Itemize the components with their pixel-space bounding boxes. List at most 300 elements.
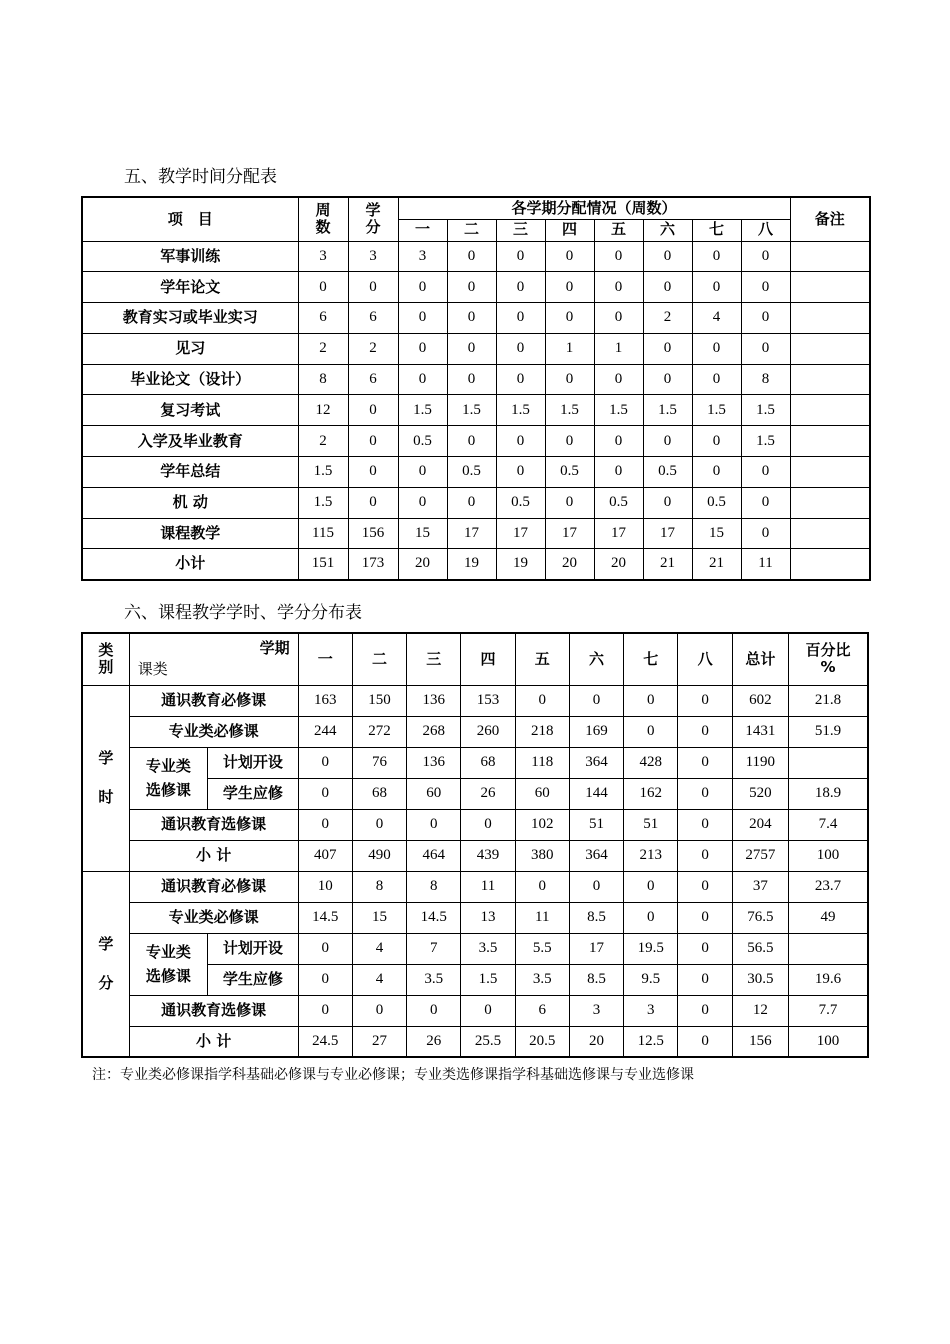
cell-value: 1.5 [447,395,496,426]
cell-value: 204 [732,809,788,840]
cell-value: 163 [298,685,352,716]
cell-value: 51.9 [788,716,868,747]
row-label: 学年总结 [82,457,298,488]
cell-value: 0 [298,964,352,995]
cell-value: 602 [732,685,788,716]
cell-value: 218 [515,716,569,747]
cell-value: 0 [398,457,447,488]
cell-value: 0.5 [643,457,692,488]
table-row [82,364,870,395]
cell-value: 0 [407,995,461,1026]
cell-value [788,933,868,964]
remark-header: 备注 [790,197,870,241]
cell-value: 1 [545,333,594,364]
cell-value: 17 [643,518,692,549]
cell-value: 7.7 [788,995,868,1026]
table-row [82,303,870,334]
cell-value: 0 [447,303,496,334]
cell-value: 0 [398,364,447,395]
cell-value: 0 [398,303,447,334]
cell-value: 15 [398,518,447,549]
cell-value: 1 [594,333,643,364]
cell-value: 26 [461,778,515,809]
semester-header: 四 [545,219,594,241]
cell-value: 100 [788,840,868,871]
table-row [82,241,870,272]
cell-value: 11 [515,902,569,933]
remark-cell [790,303,870,334]
cell-value: 0 [643,364,692,395]
cell-value: 153 [461,685,515,716]
cell-value: 0 [348,426,398,457]
cell-value: 156 [732,1026,788,1057]
cell-value: 17 [545,518,594,549]
remark-cell [790,364,870,395]
cell-value: 0 [678,964,732,995]
cell-value: 0 [298,272,348,303]
semester-header: 六 [569,633,623,685]
cell-value [788,747,868,778]
semester-header: 三 [407,633,461,685]
group-label: 学 时 [82,685,129,871]
cell-value: 0.5 [692,487,741,518]
cell-value: 17 [447,518,496,549]
cell-value: 0 [398,487,447,518]
cell-value: 0 [741,241,790,272]
group-label: 学 分 [82,871,129,1057]
cell-value: 0 [678,871,732,902]
row-label: 学生应修 [208,778,298,809]
cell-value: 102 [515,809,569,840]
cell-value: 520 [732,778,788,809]
table-row [82,995,868,1026]
cell-value: 428 [624,747,678,778]
remark-cell [790,518,870,549]
cell-value: 0 [515,871,569,902]
cell-value: 0 [741,457,790,488]
table-row [82,457,870,488]
cell-value: 0 [496,364,545,395]
cell-value: 0 [298,933,352,964]
cell-value: 0 [678,809,732,840]
cell-value: 0 [447,333,496,364]
cell-value: 76 [352,747,406,778]
cell-value: 2757 [732,840,788,871]
cell-value: 7.4 [788,809,868,840]
cell-value: 21 [692,549,741,580]
cell-value: 4 [352,933,406,964]
cell-value: 0 [643,272,692,303]
cell-value: 19.5 [624,933,678,964]
total-header: 总计 [732,633,788,685]
cell-value: 19 [447,549,496,580]
cell-value: 0 [678,1026,732,1057]
cell-value: 260 [461,716,515,747]
cell-value: 272 [352,716,406,747]
cell-value: 0 [496,272,545,303]
row-label: 专业类必修课 [129,902,298,933]
cell-value: 3 [298,241,348,272]
cell-value: 0 [569,685,623,716]
cell-value: 0 [348,272,398,303]
table6-header-row [82,633,868,685]
cell-value: 20 [545,549,594,580]
cell-value: 244 [298,716,352,747]
table5-header-row [82,197,870,219]
cell-value: 0 [678,716,732,747]
percent-header: 百分比 % [788,633,868,685]
cell-value: 364 [569,747,623,778]
table-row [82,426,870,457]
cell-value: 24.5 [298,1026,352,1057]
cell-value: 1.5 [545,395,594,426]
cell-value: 76.5 [732,902,788,933]
semester-header: 一 [298,633,352,685]
cell-value: 60 [407,778,461,809]
cell-value: 2 [298,333,348,364]
cell-value: 0 [545,241,594,272]
row-label: 复习考试 [82,395,298,426]
cell-value: 3.5 [407,964,461,995]
remark-cell [790,549,870,580]
cell-value: 0 [461,809,515,840]
cell-value: 0 [692,272,741,303]
cell-value: 380 [515,840,569,871]
cell-value: 3 [398,241,447,272]
semester-header: 四 [461,633,515,685]
cell-value: 1.5 [298,487,348,518]
cell-value: 0 [545,487,594,518]
remark-cell [790,272,870,303]
cell-value: 14.5 [407,902,461,933]
cell-value: 1.5 [398,395,447,426]
cell-value: 0 [643,241,692,272]
cell-value: 17 [594,518,643,549]
row-label: 小计 [82,549,298,580]
cell-value: 6 [348,364,398,395]
cell-value: 0 [298,995,352,1026]
cell-value: 11 [741,549,790,580]
cell-value: 8.5 [569,902,623,933]
cell-value: 0.5 [496,487,545,518]
cell-value: 8 [352,871,406,902]
cell-value: 0 [545,272,594,303]
cell-value: 0 [624,871,678,902]
semester-header: 二 [352,633,406,685]
cell-value: 0 [594,457,643,488]
cell-value: 11 [461,871,515,902]
row-label: 小 计 [129,840,298,871]
cell-value: 20 [594,549,643,580]
cell-value: 0 [348,457,398,488]
cell-value: 1.5 [741,426,790,457]
cell-value: 0 [643,333,692,364]
table-row [82,871,868,902]
cell-value: 7 [407,933,461,964]
cell-value: 0 [545,364,594,395]
cell-value: 0 [643,426,692,457]
elective-group-label: 专业类 选修课 [129,747,207,809]
cell-value: 364 [569,840,623,871]
category-header: 类 别 [82,633,129,685]
cell-value: 0 [515,685,569,716]
cell-value: 17 [569,933,623,964]
cell-value: 10 [298,871,352,902]
semesters-group-header: 各学期分配情况（周数） [398,197,790,219]
table-row [82,549,870,580]
cell-value: 12.5 [624,1026,678,1057]
cell-value: 1.5 [298,457,348,488]
cell-value: 0 [678,778,732,809]
cell-value: 30.5 [732,964,788,995]
semester-header: 一 [398,219,447,241]
cell-value: 0 [447,272,496,303]
cell-value: 0.5 [594,487,643,518]
cell-value: 1.5 [594,395,643,426]
cell-value: 0 [447,241,496,272]
table-row [82,809,868,840]
row-label: 小 计 [129,1026,298,1057]
cell-value: 0 [692,364,741,395]
cell-value: 12 [298,395,348,426]
cell-value: 0 [496,426,545,457]
cell-value: 51 [569,809,623,840]
semester-header: 二 [447,219,496,241]
remark-cell [790,426,870,457]
cell-value: 0 [398,333,447,364]
semester-label: 学期 [259,639,290,657]
cell-value: 60 [515,778,569,809]
table-row [82,1026,868,1057]
cell-value: 169 [569,716,623,747]
cell-value: 150 [352,685,406,716]
semester-course-type-header [129,633,298,685]
cell-value: 0 [678,685,732,716]
table-row [82,685,868,716]
cell-value: 439 [461,840,515,871]
cell-value: 0 [594,364,643,395]
cell-value: 0 [496,303,545,334]
semester-header: 六 [643,219,692,241]
row-label: 教育实习或毕业实习 [82,303,298,334]
cell-value: 0 [545,426,594,457]
cell-value: 0.5 [398,426,447,457]
cell-value: 17 [496,518,545,549]
cell-value: 0 [594,241,643,272]
cell-value: 115 [298,518,348,549]
cell-value: 0 [643,487,692,518]
cell-value: 21 [643,549,692,580]
cell-value: 0 [678,840,732,871]
remark-cell [790,241,870,272]
cell-value: 1.5 [643,395,692,426]
table5-title: 五、教学时间分配表 [124,167,277,187]
cell-value: 0.5 [545,457,594,488]
remark-cell [790,395,870,426]
cell-value: 20 [569,1026,623,1057]
table-row [82,747,868,778]
cell-value: 0 [447,364,496,395]
teaching-time-table [81,196,871,581]
cell-value: 136 [407,747,461,778]
weeks-header: 周 数 [298,197,348,241]
row-label: 毕业论文（设计） [82,364,298,395]
cell-value: 136 [407,685,461,716]
cell-value: 407 [298,840,352,871]
cell-value: 3.5 [515,964,569,995]
cell-value: 0 [692,241,741,272]
cell-value: 0 [741,272,790,303]
row-label: 通识教育必修课 [129,871,298,902]
cell-value: 0.5 [447,457,496,488]
row-label: 入学及毕业教育 [82,426,298,457]
cell-value: 118 [515,747,569,778]
semester-header: 五 [515,633,569,685]
semester-header: 五 [594,219,643,241]
row-label: 专业类必修课 [129,716,298,747]
cell-value: 6 [348,303,398,334]
cell-value: 2 [643,303,692,334]
remark-cell [790,333,870,364]
cell-value: 173 [348,549,398,580]
cell-value: 151 [298,549,348,580]
cell-value: 0 [678,933,732,964]
cell-value: 1.5 [692,395,741,426]
table6-title: 六、课程教学学时、学分分布表 [124,603,362,623]
table-row [82,840,868,871]
cell-value: 0 [447,487,496,518]
cell-value: 68 [461,747,515,778]
cell-value: 100 [788,1026,868,1057]
cell-value: 162 [624,778,678,809]
cell-value: 0 [298,747,352,778]
cell-value: 25.5 [461,1026,515,1057]
row-label: 计划开设 [208,747,298,778]
cell-value: 5.5 [515,933,569,964]
cell-value: 0 [298,778,352,809]
cell-value: 490 [352,840,406,871]
table-row [82,395,870,426]
cell-value: 0 [298,809,352,840]
cell-value: 0 [348,395,398,426]
semester-header: 八 [741,219,790,241]
cell-value: 37 [732,871,788,902]
cell-value: 0 [741,518,790,549]
row-label: 通识教育必修课 [129,685,298,716]
table-row [82,487,870,518]
cell-value: 0 [624,685,678,716]
semester-header: 七 [692,219,741,241]
cell-value: 68 [352,778,406,809]
cell-value: 0 [407,809,461,840]
course-type-label: 课类 [137,660,168,679]
cell-value: 0 [678,902,732,933]
cell-value: 51 [624,809,678,840]
cell-value: 0 [741,333,790,364]
cell-value: 0 [594,303,643,334]
cell-value: 0 [398,272,447,303]
cell-value: 156 [348,518,398,549]
remark-cell [790,457,870,488]
cell-value: 0 [496,333,545,364]
cell-value: 0 [496,241,545,272]
table-row [82,518,870,549]
cell-value: 0 [594,426,643,457]
table-row [82,716,868,747]
cell-value: 0 [352,809,406,840]
cell-value: 1.5 [461,964,515,995]
cell-value: 18.9 [788,778,868,809]
cell-value: 8 [298,364,348,395]
elective-group-label: 专业类 选修课 [129,933,207,995]
row-label: 学生应修 [208,964,298,995]
cell-value: 13 [461,902,515,933]
cell-value: 0 [569,871,623,902]
cell-value: 8 [407,871,461,902]
cell-value: 1190 [732,747,788,778]
cell-value: 6 [298,303,348,334]
cell-value: 0 [624,902,678,933]
cell-value: 0 [741,303,790,334]
cell-value: 0 [348,487,398,518]
cell-value: 0 [352,995,406,1026]
cell-value: 0 [594,272,643,303]
cell-value: 20 [398,549,447,580]
cell-value: 27 [352,1026,406,1057]
cell-value: 1.5 [496,395,545,426]
cell-value: 213 [624,840,678,871]
cell-value: 9.5 [624,964,678,995]
cell-value: 0 [447,426,496,457]
cell-value: 464 [407,840,461,871]
cell-value: 0 [678,747,732,778]
cell-value: 0 [624,716,678,747]
cell-value: 1431 [732,716,788,747]
semester-header: 三 [496,219,545,241]
row-label: 通识教育选修课 [129,809,298,840]
cell-value: 8.5 [569,964,623,995]
cell-value: 56.5 [732,933,788,964]
cell-value: 0 [741,487,790,518]
cell-value: 0 [692,333,741,364]
row-label: 见习 [82,333,298,364]
table-row [82,902,868,933]
cell-value: 0 [678,995,732,1026]
cell-value: 0 [461,995,515,1026]
cell-value: 26 [407,1026,461,1057]
cell-value: 21.8 [788,685,868,716]
cell-value: 144 [569,778,623,809]
cell-value: 23.7 [788,871,868,902]
row-label: 学年论文 [82,272,298,303]
cell-value: 19.6 [788,964,868,995]
cell-value: 15 [352,902,406,933]
footnote: 注：专业类必修课指学科基础必修课与专业必修课；专业类选修课指学科基础选修课与专业选修课 [92,1067,694,1083]
cell-value: 2 [298,426,348,457]
cell-value: 8 [741,364,790,395]
cell-value: 15 [692,518,741,549]
cell-value: 268 [407,716,461,747]
cell-value: 20.5 [515,1026,569,1057]
row-label: 机 动 [82,487,298,518]
cell-value: 14.5 [298,902,352,933]
semester-header: 八 [678,633,732,685]
row-label: 军事训练 [82,241,298,272]
cell-value: 1.5 [741,395,790,426]
semester-header: 七 [624,633,678,685]
cell-value: 0 [545,303,594,334]
table-row [82,333,870,364]
